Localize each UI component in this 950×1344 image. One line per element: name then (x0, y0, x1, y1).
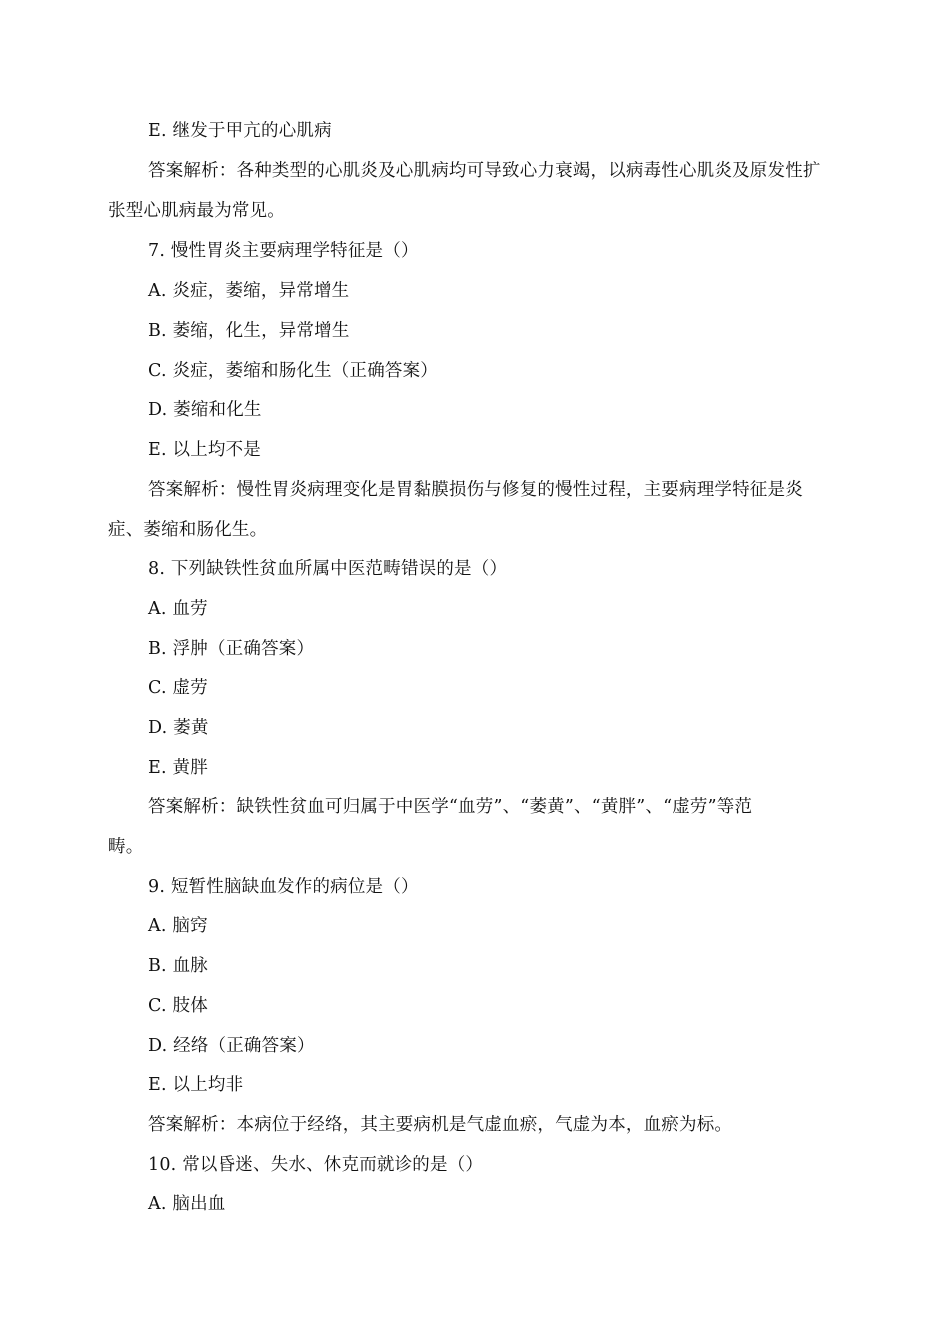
option-d-q8: D. 萎黄 (148, 718, 209, 738)
option-a-q10: A. 脑出血 (148, 1194, 226, 1214)
option-e-q7: E. 以上均不是 (148, 440, 261, 460)
option-c-q8: C. 虚劳 (148, 678, 208, 698)
option-c-q7: C. 炎症，萎缩和肠化生（正确答案） (148, 361, 438, 381)
option-a-q7: A. 炎症，萎缩，异常增生 (148, 281, 350, 301)
answer-explanation-q7-cont: 症、萎缩和肠化生。 (108, 520, 268, 540)
answer-explanation-q8-cont: 畴。 (108, 837, 144, 857)
option-b-q7: B. 萎缩，化生，异常增生 (148, 321, 350, 341)
option-b-q9: B. 血脉 (148, 956, 208, 976)
answer-explanation-q6: 答案解析：各种类型的心肌炎及心肌病均可导致心力衰竭，以病毒性心肌炎及原发性扩 (148, 161, 821, 181)
option-a-q9: A. 脑窍 (148, 916, 208, 936)
option-e-q8: E. 黄胖 (148, 758, 208, 778)
question-8: 8. 下列缺铁性贫血所属中医范畴错误的是（） (148, 559, 508, 579)
option-e-q9: E. 以上均非 (148, 1075, 244, 1095)
option-d-q9: D. 经络（正确答案） (148, 1036, 315, 1056)
option-c-q9: C. 肢体 (148, 996, 208, 1016)
option-a-q8: A. 血劳 (148, 599, 208, 619)
answer-explanation-q6-cont: 张型心肌病最为常见。 (108, 201, 285, 221)
option-e-q6: E. 继发于甲亢的心肌病 (148, 121, 332, 141)
answer-explanation-q7: 答案解析：慢性胃炎病理变化是胃黏膜损伤与修复的慢性过程，主要病理学特征是炎 (148, 480, 803, 500)
answer-explanation-q8: 答案解析：缺铁性贫血可归属于中医学“血劳”、“萎黄”、“黄胖”、“虚劳”等范 (148, 797, 753, 817)
answer-explanation-q9: 答案解析：本病位于经络，其主要病机是气虚血瘀，气虚为本，血瘀为标。 (148, 1115, 733, 1135)
question-9: 9. 短暂性脑缺血发作的病位是（） (148, 877, 419, 897)
option-d-q7: D. 萎缩和化生 (148, 400, 262, 420)
question-10: 10. 常以昏迷、失水、休克而就诊的是（） (148, 1155, 484, 1175)
question-7: 7. 慢性胃炎主要病理学特征是（） (148, 241, 419, 261)
option-b-q8: B. 浮肿（正确答案） (148, 639, 315, 659)
